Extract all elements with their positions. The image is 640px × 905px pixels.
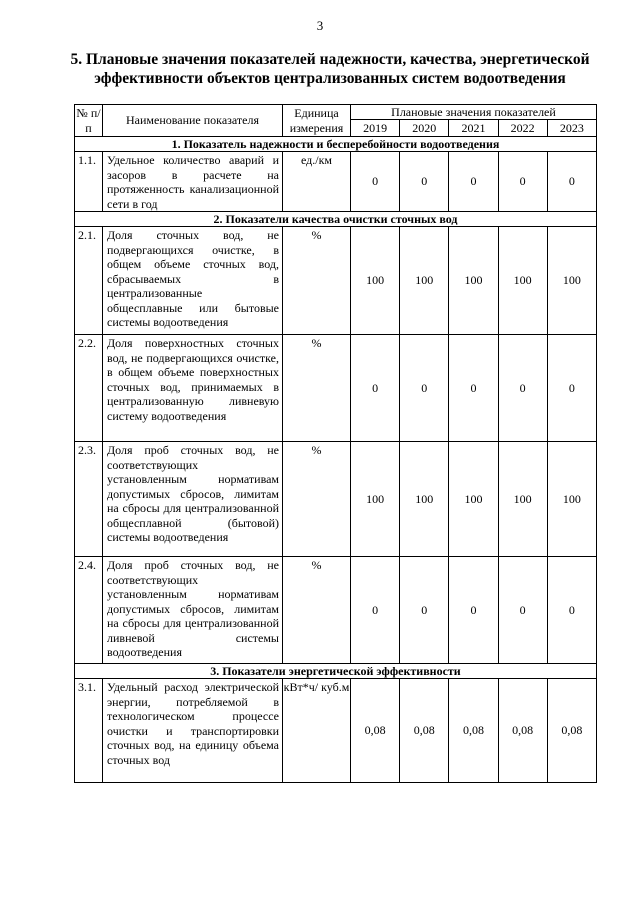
- unit-cell: %: [283, 442, 351, 557]
- value-cell: 100: [547, 227, 596, 335]
- indicator-name: Удельное количество аварий и засоров в расчете на протяженность канализационной сети в год: [103, 152, 283, 212]
- section-row: [75, 137, 597, 152]
- table-row: [75, 679, 597, 783]
- value-cell: 0: [449, 152, 498, 212]
- value-cell: 0: [547, 557, 596, 664]
- section-title: 2. Показатели качества очистки сточных вод: [75, 212, 597, 227]
- row-number: 2.3.: [75, 442, 103, 557]
- header-row: [75, 105, 597, 120]
- value-cell: 0,08: [498, 679, 547, 783]
- table-row: [75, 442, 597, 557]
- indicators-table: [74, 104, 597, 783]
- value-cell: 100: [547, 442, 596, 557]
- section-row: [75, 664, 597, 679]
- row-number: 2.1.: [75, 227, 103, 335]
- indicator-name: Доля проб сточных вод, не соответствующих установленным нормативам допустимых сбросов, лимитам на сбросы для централизованной общесплавной (бытовой) системы водоотведения: [103, 442, 283, 557]
- indicator-name: Удельный расход электрической энергии, потребляемой в технологическом процессе очистки и транспортировки сточных вод, на единицу объема сточных вод: [103, 679, 283, 783]
- header-unit: Единица измерения: [283, 105, 351, 137]
- unit-cell: %: [283, 227, 351, 335]
- value-cell: 0: [498, 335, 547, 442]
- header-year: 2023: [547, 120, 596, 137]
- value-cell: 0: [400, 557, 449, 664]
- value-cell: 0: [351, 335, 400, 442]
- document-title: 5. Плановые значения показателей надежности, качества, энергетической эффективности объектов централизованных систем водоотведения: [70, 51, 590, 87]
- row-number: 3.1.: [75, 679, 103, 783]
- indicator-name: Доля сточных вод, не подвергающихся очистке, в общем объеме сточных вод, сбрасываемых в централизованные общесплавные или бытовые системы водоотведения: [103, 227, 283, 335]
- header-name: Наименование показателя: [103, 105, 283, 137]
- value-cell: 100: [400, 442, 449, 557]
- row-number: 2.4.: [75, 557, 103, 664]
- header-plan: Плановые значения показателей: [351, 105, 597, 120]
- unit-cell: кВт*ч/ куб.м: [283, 679, 351, 783]
- value-cell: 0: [400, 335, 449, 442]
- value-cell: 100: [449, 442, 498, 557]
- header-year: 2019: [351, 120, 400, 137]
- header-year: 2020: [400, 120, 449, 137]
- value-cell: 0: [400, 152, 449, 212]
- value-cell: 0: [449, 335, 498, 442]
- value-cell: 100: [498, 442, 547, 557]
- section-title: 1. Показатель надежности и бесперебойности водоотведения: [75, 137, 597, 152]
- value-cell: 0: [498, 152, 547, 212]
- value-cell: 0: [498, 557, 547, 664]
- indicator-name: Доля поверхностных сточных вод, не подвергающихся очистке, в общем объеме поверхностных сточных вод, принимаемых в централизованную ливневую систему водоотведения: [103, 335, 283, 442]
- value-cell: 0,08: [351, 679, 400, 783]
- row-number: 2.2.: [75, 335, 103, 442]
- value-cell: 100: [351, 227, 400, 335]
- indicator-name: Доля проб сточных вод, не соответствующих установленным нормативам допустимых сбросов, лимитам на сбросы для централизованной ливневой системы водоотведения: [103, 557, 283, 664]
- table-row: [75, 152, 597, 212]
- section-title: 3. Показатели энергетической эффективности: [75, 664, 597, 679]
- table-row: [75, 227, 597, 335]
- header-year: 2021: [449, 120, 498, 137]
- header-num: № п/п: [76, 105, 101, 135]
- value-cell: 100: [449, 227, 498, 335]
- value-cell: 0: [351, 152, 400, 212]
- page-number: 3: [316, 18, 324, 33]
- value-cell: 100: [351, 442, 400, 557]
- value-cell: 100: [400, 227, 449, 335]
- section-row: [75, 212, 597, 227]
- value-cell: 100: [498, 227, 547, 335]
- header-year: 2022: [498, 120, 547, 137]
- value-cell: 0,08: [400, 679, 449, 783]
- unit-cell: %: [283, 335, 351, 442]
- value-cell: 0: [351, 557, 400, 664]
- unit-cell: ед./км: [283, 152, 351, 212]
- row-number: 1.1.: [75, 152, 103, 212]
- unit-cell: %: [283, 557, 351, 664]
- value-cell: 0: [547, 335, 596, 442]
- table-row: [75, 557, 597, 664]
- value-cell: 0: [547, 152, 596, 212]
- value-cell: 0: [449, 557, 498, 664]
- table-row: [75, 335, 597, 442]
- value-cell: 0,08: [449, 679, 498, 783]
- value-cell: 0,08: [547, 679, 596, 783]
